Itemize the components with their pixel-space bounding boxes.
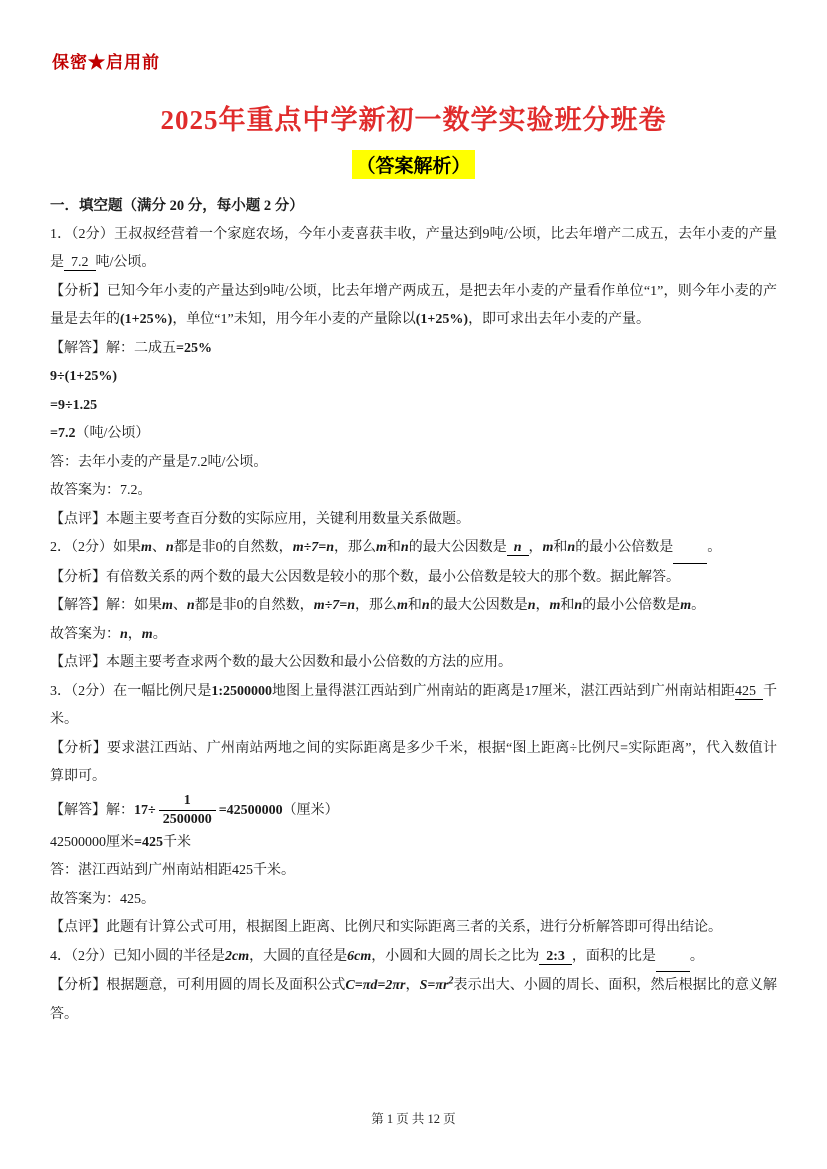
text-run: 答：湛江西站到广州南站相距425千米。 (50, 863, 295, 879)
text-run: 42500000厘米 (50, 834, 134, 850)
subtitle-row (0, 150, 827, 179)
answer-blank: 425 (734, 683, 764, 699)
q1-question (50, 221, 777, 278)
text-run: n (186, 598, 195, 613)
text-run: ，大圆的直径是 (249, 948, 348, 964)
text-run: 故答案为： (50, 626, 120, 642)
text-run: 4．（2分）已知小圆的半径是 (50, 948, 225, 964)
text-run: m (549, 598, 561, 613)
answer-blank (673, 534, 707, 564)
text-run: 17÷ (134, 802, 156, 818)
text-run: 。 (707, 540, 722, 555)
q3-comment (50, 914, 777, 943)
text-run: 、 (172, 598, 187, 613)
text-run: 的最大公因数是 (408, 540, 507, 555)
text-run: n (527, 598, 536, 613)
page-title: 2025年重点中学新初一数学实验班分班卷 (160, 105, 667, 135)
text-run: 2．（2分）如果 (50, 540, 141, 555)
text-run: 【解答】解：如果 (50, 598, 162, 613)
text-run: ，即可求出去年小麦的产量。 (468, 312, 651, 327)
text-run: 都是非0的自然数， (173, 540, 293, 555)
q3-final-answer (50, 886, 777, 915)
text-run: ， (127, 626, 142, 642)
text-run: 的最小公倍数是 (582, 598, 681, 613)
text-run: 故答案为：7.2。 (50, 483, 152, 498)
text-run: m (397, 598, 408, 613)
q4-analysis (50, 972, 777, 1029)
text-run: 【点评】本题主要考查求两个数的最大公因数和最小公倍数的方法的应用。 (50, 655, 512, 670)
text-run: 6cm (347, 948, 372, 964)
text-run: 【点评】此题有计算公式可用，根据图上距离、比例尺和实际距离三者的关系，进行分析解答即可得出结论。 (50, 920, 722, 936)
text-run: 2 (448, 975, 454, 987)
q2-question (50, 534, 777, 564)
q2-final-answer (50, 621, 777, 650)
text-run: m (376, 540, 387, 555)
text-run: ，那么 (355, 598, 398, 613)
text-run: 3．（2分）在一幅比例尺是 (50, 683, 212, 699)
document-body (50, 192, 777, 1029)
page-footer: 第 1 页 共 12 页 (371, 1112, 456, 1126)
q4-question (50, 943, 777, 973)
text-run: C=πd=2πr (345, 978, 406, 994)
text-run: m (141, 626, 153, 642)
text-run: m (141, 540, 152, 555)
text-run: 千米。 (50, 683, 778, 727)
text-run: 故答案为：425。 (50, 891, 155, 907)
q3-solution (50, 792, 777, 829)
text-run: =7.2 (50, 426, 76, 441)
q1-final-answer (50, 477, 777, 506)
text-run: 【分析】根据题意，可利用圆的周长及面积公式 (50, 978, 346, 994)
text-run: (1+25%) (120, 312, 173, 327)
text-run: 地图上量得湛江西站到广州南站的距离是17厘米，湛江西站到广州南站相距 (272, 683, 735, 699)
q1-comment (50, 506, 777, 535)
text-run: 。 (691, 598, 706, 613)
text-run: 的最小公倍数是 (575, 540, 674, 555)
text-run: n (421, 598, 430, 613)
text-run: n (165, 540, 174, 555)
q3-conversion (50, 829, 777, 858)
text-run: 【分析】有倍数关系的两个数的最大公因数是较小的那个数，最小公倍数是较大的那个数。据此解答。 (50, 569, 680, 585)
text-run: 表示出大、小圆的周长、面积，然后根据比的意义解答。 (50, 978, 778, 1022)
q1-solution-head (50, 335, 777, 364)
text-run: m÷7=n (313, 598, 356, 613)
text-run: 和 (553, 540, 568, 555)
text-run: =9÷1.25 (50, 397, 98, 413)
text-run: ， (528, 540, 543, 555)
q3-answer-sentence (50, 857, 777, 886)
text-run: 【分析】要求湛江西站、广州南站两地之间的实际距离是多少千米，根据“图上距离÷比例尺=实际距离”，代入数值计算即可。 (50, 740, 777, 784)
q3-analysis (50, 735, 777, 792)
text-run: 。 (689, 948, 704, 964)
text-run: 的最大公因数是 (429, 598, 528, 613)
text-run: ，面积的比是 (571, 948, 656, 964)
section-heading (50, 192, 777, 221)
text-run: 9÷(1+25%) (50, 369, 117, 384)
answer-blank: 2:3 (539, 948, 572, 964)
text-run: 吨/公顷。 (95, 255, 156, 270)
text-run: n (400, 540, 409, 555)
q1-analysis (50, 278, 777, 335)
text-run: （厘米） (282, 802, 339, 818)
text-run: n (574, 598, 583, 613)
text-run: 【解答】解：二成五 (50, 340, 176, 356)
q1-equation-3 (50, 420, 777, 449)
q1-answer-sentence (50, 449, 777, 478)
q1-equation-2 (50, 392, 777, 421)
text-run: ， (535, 598, 550, 613)
answer-blank (656, 943, 690, 973)
q2-solution (50, 592, 777, 621)
text-run: 千米 (162, 834, 191, 850)
text-run: 2cm (225, 948, 250, 964)
text-run: m (162, 598, 173, 613)
text-run: 和 (386, 540, 401, 555)
text-run: 和 (560, 598, 575, 613)
text-run: 1:2500000 (211, 683, 273, 699)
answer-blank: n (506, 540, 529, 555)
text-run: 答：去年小麦的产量是7.2吨/公顷。 (50, 454, 268, 470)
text-run: S=πr (419, 978, 449, 994)
text-run: ， (405, 978, 420, 994)
text-run: =425 (134, 834, 163, 850)
text-run: 和 (407, 598, 422, 613)
text-run: 【点评】本题主要考查百分数的实际应用，关键利用数量关系做题。 (50, 511, 470, 527)
text-run: n (120, 626, 128, 642)
q2-comment (50, 649, 777, 678)
q2-analysis (50, 564, 777, 593)
text-run: （吨/公顷） (75, 426, 150, 441)
text-run: 1．（2分）王叔叔经营着一个家庭农场，今年小麦喜获丰收，产量达到9吨/公顷，比去年增产二成五，去年小麦的产量是 (50, 226, 777, 270)
answer-blank: 7.2 (64, 255, 96, 270)
text-run: =25% (176, 340, 212, 356)
text-run: 。 (152, 626, 167, 642)
text-run: m (542, 540, 554, 555)
text-run: 、 (151, 540, 166, 555)
text-run: (1+25%) (415, 312, 469, 327)
text-run: =42500000 (218, 802, 283, 818)
fraction: $\frac{1}{2500000}$ (159, 792, 216, 829)
q1-equation-1 (50, 363, 777, 392)
security-notice: 保密★启用前 (52, 53, 160, 72)
text-run: 【解答】解： (50, 802, 134, 818)
q3-question (50, 678, 777, 735)
text-run: 一．填空题（满分 20 分，每小题 2 分） (50, 198, 304, 214)
text-run: ，小圆和大圆的周长之比为 (371, 948, 540, 964)
text-run: 【分析】已知今年小麦的产量达到9吨/公顷，比去年增产两成五，是把去年小麦的产量看作单位“1”，则今年小麦的产量是去年的 (50, 283, 777, 327)
text-run: 都是非0的自然数， (194, 598, 314, 613)
text-run: m (680, 598, 692, 613)
text-run: ，那么 (334, 540, 377, 555)
text-run: ，单位“1”未知，用今年小麦的产量除以 (172, 312, 416, 327)
text-run: m÷7=n (292, 540, 335, 555)
answer-key-label: （答案解析） (352, 150, 474, 179)
text-run: n (567, 540, 576, 555)
